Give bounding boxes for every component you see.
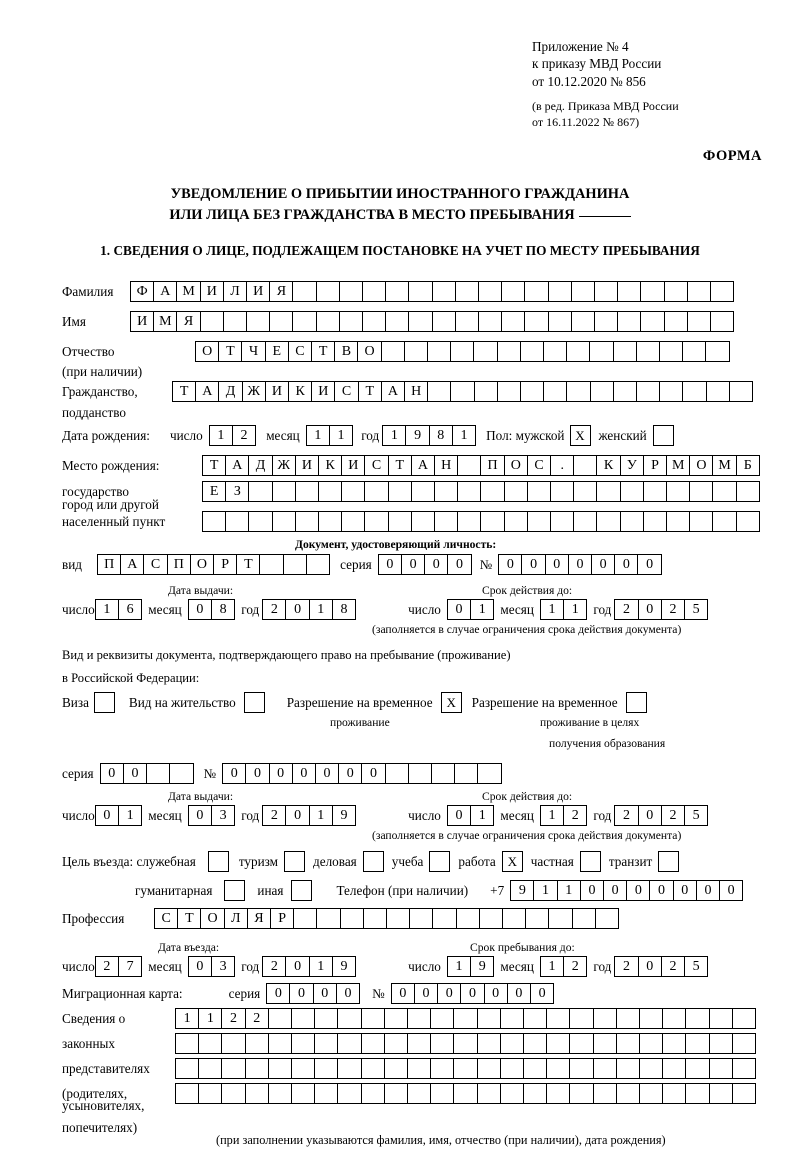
stay-until-label: Срок пребывания до: (470, 941, 575, 954)
legal-rep-label-1: Сведения о (62, 1010, 126, 1026)
permit-number-cells[interactable]: 0 0 0 0 0 0 0 (222, 763, 502, 784)
title-line-2: ИЛИ ЛИЦА БЕЗ ГРАЖДАНСТВА В МЕСТО ПРЕБЫВАНИЯ (169, 206, 575, 223)
stay-day-cells[interactable]: 1 9 (447, 956, 495, 977)
doc-valid-day-cells[interactable]: 0 1 (447, 599, 495, 620)
stay-month-cells[interactable]: 1 2 (540, 956, 588, 977)
legal-rep-row-1 (62, 1008, 756, 1029)
patronymic-note: (при наличии) (62, 364, 143, 379)
doc-number-cells[interactable]: 0 0 0 0 0 0 0 (498, 554, 662, 575)
citizenship-label-2: подданство (62, 405, 126, 420)
permit-valid-month-cells[interactable]: 1 2 (540, 805, 588, 826)
birthplace-cells-line1[interactable]: Т А Д Ж И К И С Т А Н П О С . К У Р М О М Б (202, 455, 760, 476)
purpose-tourism-label: туризм (238, 853, 279, 869)
birth-year-label: год (361, 427, 380, 443)
permit-valid-day-cells[interactable]: 0 1 (447, 805, 495, 826)
birthplace-state-label: государство (62, 483, 129, 499)
purpose-humanitarian-checkbox[interactable] (224, 880, 245, 901)
doc-issue-month-cells[interactable]: 0 8 (188, 599, 236, 620)
purpose-other-checkbox[interactable] (291, 880, 312, 901)
name-label: Имя (62, 313, 86, 329)
visa-checkbox[interactable] (94, 692, 115, 713)
doc-valid-year-label: год (593, 601, 612, 617)
purpose-work-checkbox[interactable]: X (502, 851, 523, 872)
entry-month-cells[interactable]: 0 3 (188, 956, 236, 977)
doc-valid-month-label: месяц (500, 601, 534, 617)
header-reference (532, 38, 762, 131)
birth-day-cells[interactable]: 1 2 (209, 425, 257, 446)
header-line-4: (в ред. Приказа МВД России (532, 99, 679, 114)
birthdate-label: Дата рождения: (62, 427, 150, 443)
edu-residence-label-3: получения образования (549, 737, 666, 750)
doc-issue-month-label: месяц (148, 601, 182, 617)
doc-type-row (62, 554, 662, 575)
legal-rep-label-5-row (62, 1098, 144, 1114)
permit-number-label: № (203, 765, 217, 781)
legal-rep-cells-4[interactable] (175, 1083, 756, 1104)
permit-series-label: серия (62, 765, 94, 781)
stay-month-label: месяц (500, 958, 534, 974)
birth-year-cells[interactable]: 1 9 8 1 (382, 425, 476, 446)
permit-heading-1: Вид и реквизиты документа, подтверждающего право на пребывание (проживание) (62, 648, 511, 662)
citizenship-label-2-row (62, 405, 126, 421)
legal-rep-label-2: законных (62, 1035, 115, 1051)
birthplace-label: Место рождения: (62, 457, 160, 473)
visa-label: Виза (62, 694, 89, 710)
permit-type-row (62, 692, 647, 713)
permit-valid-day-label: число (408, 807, 441, 823)
permit-valid-year-label: год (593, 807, 612, 823)
birthplace-city-label-1: город или другой (62, 497, 159, 512)
permit-valid-month-label: месяц (500, 807, 534, 823)
purpose-study-checkbox[interactable] (429, 851, 450, 872)
doc-issue-day-cells[interactable]: 1 6 (95, 599, 143, 620)
purpose-humanitarian-label: гуманитарная (135, 882, 213, 898)
permit-valid-until-label: Срок действия до: (482, 790, 573, 803)
entry-year-label: год (241, 958, 260, 974)
birthdate-row (62, 425, 674, 446)
migration-series-cells[interactable]: 0 0 0 0 (266, 983, 360, 1004)
doc-type-cells[interactable]: П А С П О Р Т (97, 554, 330, 575)
purpose-service-label: Цель въезда: служебная (62, 853, 196, 869)
patronymic-note-row (62, 364, 142, 380)
birthplace-city-label-2: населенный пункт (62, 513, 166, 529)
section-1-heading: 1. СВЕДЕНИЯ О ЛИЦЕ, ПОДЛЕЖАЩЕМ ПОСТАНОВКЕ НА УЧЕТ ПО МЕСТУ ПРЕБЫВАНИЯ (100, 243, 700, 258)
footer-note: (при заполнении указываются фамилия, имя, отчество (при наличии), дата рождения) (216, 1133, 666, 1147)
doc-issue-year-cells[interactable]: 2 0 1 8 (262, 599, 356, 620)
migration-number-cells[interactable]: 0 0 0 0 0 0 0 (391, 983, 555, 1004)
legal-rep-cells-2[interactable] (175, 1033, 756, 1054)
phone-cells[interactable]: 9 1 1 0 0 0 0 0 0 0 (510, 880, 743, 901)
name-cells[interactable]: И М Я (130, 311, 734, 332)
temp-residence-checkbox[interactable]: X (441, 692, 462, 713)
permit-valid-year-cells[interactable]: 2 0 2 5 (614, 805, 708, 826)
purpose-transit-checkbox[interactable] (658, 851, 679, 872)
title-line-1: УВЕДОМЛЕНИЕ О ПРИБЫТИИ ИНОСТРАННОГО ГРАЖДАНИНА (170, 186, 630, 202)
identity-doc-heading: Документ, удостоверяющий личность: (295, 538, 497, 551)
migration-number-label: № (372, 985, 385, 1001)
edu-residence-label-2: проживание в целях (540, 716, 640, 729)
purpose-business-label: деловая (313, 853, 357, 869)
sex-female-label: женский (598, 427, 647, 443)
stay-year-label: год (593, 958, 612, 974)
purpose-work-label: работа (458, 853, 496, 869)
entry-month-label: месяц (148, 958, 182, 974)
migration-series-label: серия (228, 985, 261, 1001)
legal-rep-cells-3[interactable] (175, 1058, 756, 1079)
doc-series-label: серия (340, 556, 372, 572)
cell[interactable]: Ф (130, 281, 154, 302)
page-title (0, 184, 800, 226)
purpose-row-2 (135, 880, 743, 901)
header-line-1: Приложение № 4 (532, 39, 629, 54)
doc-issue-day-label: число (62, 601, 95, 617)
surname-label: Фамилия (62, 283, 114, 299)
doc-series-cells[interactable]: 0 0 0 0 (378, 554, 472, 575)
edu-residence-checkbox[interactable] (626, 692, 647, 713)
profession-row (62, 908, 619, 929)
doc-valid-until-label: Срок действия до: (482, 584, 573, 597)
name-row (62, 311, 734, 332)
legal-rep-label-6: попечителях) (62, 1120, 138, 1135)
residence-permit-label: Вид на жительство (128, 694, 236, 710)
birthplace-cells-line2[interactable]: Е З (202, 481, 760, 502)
entry-day-label: число (62, 958, 95, 974)
legal-rep-label-3: представителях (62, 1060, 150, 1076)
surname-cells[interactable]: Ф А М И Л И Я (130, 281, 734, 302)
permit-limit-note: (заполняется в случае ограничения срока действия документа) (372, 829, 682, 842)
phone-prefix: +7 (490, 882, 505, 898)
permit-issue-year-cells[interactable]: 2 0 1 9 (262, 805, 356, 826)
temp-residence-label-2: проживание (330, 716, 390, 729)
sex-male-checkbox[interactable]: X (570, 425, 591, 446)
title-blank-line (579, 216, 631, 217)
permit-issue-year-label: год (241, 807, 260, 823)
sex-female-checkbox[interactable] (653, 425, 674, 446)
profession-cells[interactable]: С Т О Л Я Р (154, 908, 619, 929)
surname-row (62, 281, 734, 302)
citizenship-row (62, 381, 753, 402)
header-line-3: от 10.12.2020 № 856 (532, 73, 646, 89)
permit-issue-day-label: число (62, 807, 95, 823)
birthplace-city-row (62, 511, 760, 532)
permit-dates-row (62, 805, 708, 826)
patronymic-cells[interactable]: О Т Ч Е С Т В О (195, 341, 730, 362)
stay-day-label: число (408, 958, 441, 974)
citizenship-label-1: Гражданство, (62, 383, 138, 399)
doc-type-label: вид (62, 556, 82, 572)
permit-issue-day-cells[interactable]: 0 1 (95, 805, 143, 826)
phone-label: Телефон (при наличии) (336, 882, 469, 898)
doc-dates-row (62, 599, 708, 620)
profession-label: Профессия (62, 910, 125, 926)
doc-limit-note: (заполняется в случае ограничения срока действия документа) (372, 623, 682, 636)
permit-series-cells[interactable]: 0 0 (100, 763, 194, 784)
entry-dates-row (62, 956, 708, 977)
birth-month-label: месяц (266, 427, 300, 443)
birth-month-cells[interactable]: 1 1 (306, 425, 354, 446)
doc-number-label: № (479, 556, 493, 572)
purpose-tourism-checkbox[interactable] (284, 851, 305, 872)
residence-permit-checkbox[interactable] (244, 692, 265, 713)
citizenship-cells[interactable]: Т А Д Ж И К И С Т А Н (172, 381, 753, 402)
doc-valid-day-label: число (408, 601, 441, 617)
stay-year-cells[interactable]: 2 0 2 5 (614, 956, 708, 977)
permit-heading-2: в Российской Федерации: (62, 671, 200, 685)
doc-issue-year-label: год (241, 601, 260, 617)
purpose-private-checkbox[interactable] (580, 851, 601, 872)
migration-card-row (62, 983, 554, 1004)
header-line-2: к приказу МВД России (532, 56, 662, 72)
sex-male-label: Пол: мужской (486, 427, 565, 443)
migration-card-label: Миграционная карта: (62, 985, 183, 1001)
birthplace-state-row (62, 481, 760, 502)
purpose-transit-label: транзит (608, 853, 653, 869)
patronymic-row (62, 341, 730, 362)
entry-day-cells[interactable]: 2 7 (95, 956, 143, 977)
legal-rep-row-3 (62, 1058, 756, 1079)
purpose-service-checkbox[interactable] (208, 851, 229, 872)
purpose-business-checkbox[interactable] (363, 851, 384, 872)
legal-rep-label-5: усыновителях, (62, 1098, 145, 1113)
purpose-other-label: иная (257, 882, 284, 898)
purpose-study-label: учеба (391, 853, 424, 869)
temp-residence-label: Разрешение на временное (286, 694, 433, 710)
legal-rep-label-4: (родителях, (62, 1085, 128, 1101)
purpose-row-1 (62, 851, 679, 872)
permit-issue-month-cells[interactable]: 0 3 (188, 805, 236, 826)
birthplace-row (62, 455, 760, 476)
patronymic-label: Отчество (62, 343, 115, 359)
legal-rep-row-2 (62, 1033, 756, 1054)
header-line-5: от 16.11.2022 № 867) (532, 115, 640, 130)
entry-year-cells[interactable]: 2 0 1 9 (262, 956, 356, 977)
permit-issue-month-label: месяц (148, 807, 182, 823)
doc-issue-date-label: Дата выдачи: (168, 584, 234, 597)
forma-label: ФОРМА (702, 148, 762, 164)
doc-valid-year-cells[interactable]: 2 0 2 5 (614, 599, 708, 620)
purpose-private-label: частная (530, 853, 574, 869)
birth-day-label: число (169, 427, 203, 443)
legal-rep-cells-1[interactable]: 1 1 2 2 (175, 1008, 756, 1029)
edu-residence-label-1: Разрешение на временное (471, 694, 618, 710)
legal-rep-row-4 (62, 1083, 756, 1104)
permit-issue-date-label: Дата выдачи: (168, 790, 234, 803)
doc-valid-month-cells[interactable]: 1 1 (540, 599, 588, 620)
legal-rep-label-6-row (62, 1120, 137, 1136)
entry-date-label: Дата въезда: (158, 941, 220, 954)
permit-number-row (62, 763, 502, 784)
birthplace-cells-line3[interactable] (202, 511, 760, 532)
